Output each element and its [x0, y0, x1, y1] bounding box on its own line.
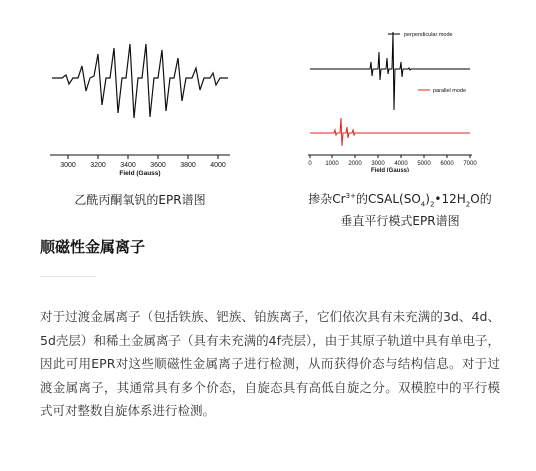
epr-spectrum-vanadyl-trace: [52, 44, 228, 118]
epr-spectrum-vanadyl-tick-label: 3000: [60, 162, 76, 169]
epr-spectrum-cr-figure: [300, 22, 485, 172]
epr-spectrum-cr-tick-label: 3000: [371, 161, 385, 167]
epr-spectrum-vanadyl-plot: [40, 28, 240, 178]
epr-spectrum-cr-tick-label: 5000: [417, 161, 431, 167]
caption-cr-mid2: ): [425, 192, 430, 206]
epr-spectrum-cr-tick-label: 2000: [348, 161, 362, 167]
section-title: 顺磁性金属离子: [40, 238, 146, 256]
epr-spectrum-vanadyl-tick-label: 3600: [150, 162, 166, 169]
epr-spectrum-vanadyl-tick-label: 3800: [180, 162, 196, 169]
epr-spectrum-vanadyl-ticks: [68, 155, 218, 159]
epr-spectrum-vanadyl-tick-label: 3400: [120, 162, 136, 169]
section-paragraph: 对于过渡金属离子（包括铁族、钯族、铂族离子，它们依次具有未充满的3d、4d、5d壳层）和稀土金属离子（具有未充满的4f壳层），由于其原子轨道中具有单电子，因此可用EPR对这些顺磁性金属离子进行检测，从而获得价态与结构信息。对于过渡金属离子，其通常具有多个价态，自旋态具有高低自旋之分。双模腔中的平行模式可对整数自旋体系进行检测。: [40, 309, 500, 418]
caption-cr-prefix: 掺杂Cr: [308, 192, 346, 206]
epr-spectrum-cr-plot: [300, 22, 485, 172]
legend-parallel-label: parallel mode: [433, 88, 467, 94]
caption-cr-mid3: •12H: [434, 192, 466, 206]
epr-spectrum-cr-tick-label: 6000: [440, 161, 454, 167]
epr-spectrum-cr-tick-label: 1000: [325, 161, 339, 167]
caption-cr-sub2: 2: [429, 200, 435, 209]
caption-cr-mid: 的CSAL(SO: [355, 192, 421, 206]
epr-spectrum-vanadyl-tick-label: 4000: [210, 162, 226, 169]
figure-caption-cr-line2: 垂直平行模式EPR谱图: [340, 214, 460, 229]
legend-perpendicular-label: perpendicular mode: [404, 32, 453, 38]
figure-caption-vanadyl: 乙酰丙酮氧钒的EPR谱图: [74, 193, 206, 207]
epr-spectrum-cr-xlabel: Field (Gauss): [370, 168, 410, 172]
epr-spectrum-cr-tick-label: 0: [308, 161, 312, 167]
epr-spectrum-vanadyl-tick-label: 3200: [90, 162, 106, 169]
epr-spectrum-cr-tick-label: 4000: [394, 161, 408, 167]
epr-spectrum-cr-tick-label: 7000: [463, 161, 477, 167]
caption-cr-suffix: O的: [470, 192, 492, 206]
epr-spectrum-vanadyl-figure: [40, 28, 240, 178]
figure-caption-cr-line1: [280, 188, 520, 213]
caption-cr-sup: 3+: [345, 192, 356, 200]
caption-cr-sub1: 4: [420, 200, 426, 209]
figure-caption-cr: [280, 188, 520, 230]
epr-perpendicular-trace: [310, 32, 470, 110]
epr-spectrum-vanadyl-xlabel: Field (Gauss): [119, 170, 161, 177]
section-divider: [40, 276, 96, 277]
caption-cr-sub3: 2: [465, 200, 471, 209]
epr-parallel-trace: [310, 118, 470, 146]
